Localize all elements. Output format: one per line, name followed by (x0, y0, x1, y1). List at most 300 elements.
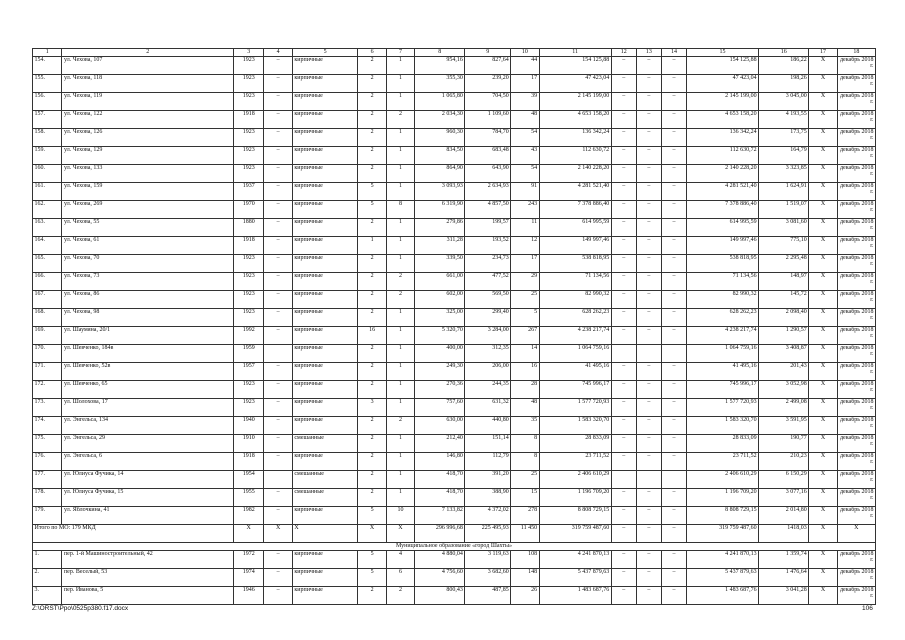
table-cell: 4 281 521,40 (539, 183, 611, 201)
total-cell: 11 450 (511, 525, 539, 543)
table-cell: 1918 (233, 111, 264, 129)
table-cell: 628 262,23 (539, 309, 611, 327)
table-cell: – (264, 57, 292, 75)
table-cell: – (264, 165, 292, 183)
table-cell: декабрь 2018 г. (837, 489, 875, 507)
table-cell: 2 (358, 273, 386, 291)
table-cell: 2 (358, 471, 386, 489)
table-cell: 166. (33, 273, 62, 291)
table-cell: 3 052,98 (759, 381, 809, 399)
table-cell: 212,40 (415, 435, 465, 453)
table-cell: 2 (358, 435, 386, 453)
table-cell: – (264, 183, 292, 201)
table-cell: кирпичные (292, 327, 358, 345)
table-cell: 1 (386, 345, 414, 363)
table-cell: кирпичные (292, 381, 358, 399)
table-cell: X (809, 453, 837, 471)
table-cell: – (636, 147, 661, 165)
table-cell: 1 (386, 363, 414, 381)
table-cell: 391,20 (465, 471, 511, 489)
table-cell: 198,26 (759, 75, 809, 93)
table-cell: 2 406 610,29 (687, 471, 759, 489)
table-row (33, 111, 876, 129)
table-cell: 1 (386, 93, 414, 111)
table-cell: – (264, 219, 292, 237)
table-cell: X (809, 569, 837, 587)
table-cell: – (636, 381, 661, 399)
table-row (33, 255, 876, 273)
column-number-header: 14 (661, 49, 686, 57)
column-number-header: 12 (611, 49, 636, 57)
table-cell: – (636, 327, 661, 345)
table-cell: – (264, 569, 292, 587)
table-cell: – (636, 417, 661, 435)
table-cell: 15 (511, 489, 539, 507)
table-cell: ул. Чехова, 61 (62, 237, 233, 255)
table-cell: кирпичные (292, 255, 358, 273)
table-row (33, 587, 876, 605)
table-row (33, 471, 876, 489)
table-cell: X (809, 93, 837, 111)
table-cell: 5 (358, 201, 386, 219)
table-cell: 2 406 610,29 (539, 471, 611, 489)
table-cell: 6 319,90 (415, 201, 465, 219)
table-cell: 834,50 (415, 147, 465, 165)
table-cell: 2 (358, 129, 386, 147)
table-cell: – (636, 435, 661, 453)
table-cell: – (661, 147, 686, 165)
table-cell: 2 (386, 111, 414, 129)
table-cell: 954,16 (415, 57, 465, 75)
table-cell (636, 345, 661, 363)
table-cell: ул. Шаумяна, 20/1 (62, 327, 233, 345)
table-cell: 339,50 (415, 255, 465, 273)
table-cell: 5 (358, 569, 386, 587)
table-cell: 1 064 759,16 (539, 345, 611, 363)
table-cell: – (661, 551, 686, 569)
table-cell: – (611, 75, 636, 93)
table-cell: – (611, 111, 636, 129)
table-cell: 1923 (233, 165, 264, 183)
table-cell: 167. (33, 291, 62, 309)
table-cell: 28 833,09 (687, 435, 759, 453)
table-cell: 1 (386, 327, 414, 345)
table-cell: 3 591,95 (759, 417, 809, 435)
table-cell: – (264, 489, 292, 507)
table-cell: 186,22 (759, 57, 809, 75)
table-cell: – (611, 201, 636, 219)
table-cell: 2 (358, 165, 386, 183)
table-cell: – (661, 327, 686, 345)
table-cell: – (636, 57, 661, 75)
table-cell: 47 423,04 (539, 75, 611, 93)
table-cell: – (661, 129, 686, 147)
table-cell: 4 238 217,74 (539, 327, 611, 345)
table-cell: 2 (358, 417, 386, 435)
table-cell: 2 (358, 147, 386, 165)
table-cell: декабрь 2018 г. (837, 255, 875, 273)
table-cell: ул. Чехова, 122 (62, 111, 233, 129)
table-cell: 1954 (233, 471, 264, 489)
table-cell: 1 196 709,20 (687, 489, 759, 507)
total-cell: X (292, 525, 358, 543)
table-cell: 1957 (233, 363, 264, 381)
table-cell: – (611, 453, 636, 471)
table-cell: 661,00 (415, 273, 465, 291)
table-cell: 82 990,32 (687, 291, 759, 309)
table-cell: 3 093,93 (415, 183, 465, 201)
table-cell: 161. (33, 183, 62, 201)
table-cell: X (809, 75, 837, 93)
table-row (33, 273, 876, 291)
table-cell: 757,60 (415, 399, 465, 417)
table-cell: – (636, 399, 661, 417)
table-cell: X (809, 345, 837, 363)
total-cell: X (358, 525, 386, 543)
table-cell: 614 995,59 (687, 219, 759, 237)
table-cell: 29 (511, 273, 539, 291)
table-cell: 2 (358, 587, 386, 605)
table-cell: декабрь 2018 г. (837, 435, 875, 453)
table-cell: 1 (386, 75, 414, 93)
table-cell: 602,00 (415, 291, 465, 309)
table-cell: 1 583 320,70 (539, 417, 611, 435)
table-cell: 2 (358, 489, 386, 507)
table-cell: 44 (511, 57, 539, 75)
total-cell: 319 759 487,60 (687, 525, 759, 543)
table-cell: 3. (33, 587, 62, 605)
table-cell: декабрь 2018 г. (837, 147, 875, 165)
table-cell: 3 408,87 (759, 345, 809, 363)
table-cell (264, 345, 292, 363)
table-cell: – (611, 569, 636, 587)
table-cell: 206,00 (465, 363, 511, 381)
table-cell: 2 145 199,00 (539, 93, 611, 111)
table-cell: 170. (33, 345, 62, 363)
table-cell: 173. (33, 399, 62, 417)
table-cell: – (661, 273, 686, 291)
table-cell: 8 808 729,15 (687, 507, 759, 525)
column-number-header: 3 (233, 49, 264, 57)
table-cell: ул. Чехова, 98 (62, 309, 233, 327)
table-cell (661, 345, 686, 363)
table-cell: 157. (33, 111, 62, 129)
column-number-header: 1 (33, 49, 62, 57)
table-row (33, 129, 876, 147)
table-cell: – (661, 201, 686, 219)
total-cell: – (661, 525, 686, 543)
table-cell: 614 995,59 (539, 219, 611, 237)
table-cell: ул. Чехова, 107 (62, 57, 233, 75)
table-cell: – (264, 309, 292, 327)
table-cell: – (636, 165, 661, 183)
table-cell: ул. Чехова, 55 (62, 219, 233, 237)
table-cell (661, 471, 686, 489)
table-cell: 47 423,04 (687, 75, 759, 93)
table-cell: 2 (358, 255, 386, 273)
table-cell: 2 295,48 (759, 255, 809, 273)
table-cell: X (809, 291, 837, 309)
table-cell: X (809, 471, 837, 489)
table-cell: – (611, 507, 636, 525)
table-cell: – (611, 417, 636, 435)
column-number-header: 6 (358, 49, 386, 57)
table-cell: 1 (386, 489, 414, 507)
table-cell: ул. Чехова, 126 (62, 129, 233, 147)
table-cell: 243 (511, 201, 539, 219)
table-cell: – (636, 219, 661, 237)
table-cell: X (809, 147, 837, 165)
table-cell: 193,52 (465, 237, 511, 255)
table-cell: – (264, 147, 292, 165)
total-cell: 1418,03 (759, 525, 809, 543)
table-cell: 440,80 (465, 417, 511, 435)
table-cell: пер. 1-й Машиностроительный, 42 (62, 551, 233, 569)
table-cell: кирпичные (292, 147, 358, 165)
table-cell: 1 (386, 129, 414, 147)
table-cell: 190,77 (759, 435, 809, 453)
table-cell: 400,00 (415, 345, 465, 363)
table-cell: 25 (511, 291, 539, 309)
table-cell: 165. (33, 255, 62, 273)
column-number-header: 16 (759, 49, 809, 57)
table-cell: ул. Чехова, 133 (62, 165, 233, 183)
table-cell: X (809, 129, 837, 147)
table-cell: 1972 (233, 551, 264, 569)
total-cell: X (386, 525, 414, 543)
table-cell: 683,48 (465, 147, 511, 165)
section-row (33, 543, 876, 551)
table-cell: 154. (33, 57, 62, 75)
table-cell: декабрь 2018 г. (837, 309, 875, 327)
table-cell: – (264, 507, 292, 525)
table-cell: – (611, 363, 636, 381)
table-cell: кирпичные (292, 551, 358, 569)
table-row (33, 327, 876, 345)
table-cell: – (661, 75, 686, 93)
table-cell: кирпичные (292, 237, 358, 255)
section-title: Муниципальное образование «город Шахты» (33, 543, 876, 551)
table-cell: 1. (33, 551, 62, 569)
column-number-header: 17 (809, 49, 837, 57)
total-cell: 319 759 487,60 (539, 525, 611, 543)
table-cell: – (264, 381, 292, 399)
table-cell (611, 345, 636, 363)
table-cell: кирпичные (292, 93, 358, 111)
table-cell: X (809, 417, 837, 435)
table-cell: 745 996,17 (687, 381, 759, 399)
table-cell: – (661, 57, 686, 75)
table-cell: 279,86 (415, 219, 465, 237)
table-cell: 163. (33, 219, 62, 237)
table-cell: – (661, 569, 686, 587)
table-cell: – (264, 435, 292, 453)
table-cell: 1 624,91 (759, 183, 809, 201)
table-cell: 960,30 (415, 129, 465, 147)
table-row (33, 381, 876, 399)
table-cell: 784,70 (465, 129, 511, 147)
total-cell: X (809, 525, 837, 543)
table-cell: 4 372,02 (465, 507, 511, 525)
table-cell: 177. (33, 471, 62, 489)
table-cell: – (611, 399, 636, 417)
table-cell: 162. (33, 201, 62, 219)
table-cell: 1970 (233, 201, 264, 219)
housing-register-table (32, 48, 876, 605)
table-cell: 26 (511, 587, 539, 605)
table-cell (611, 471, 636, 489)
table-cell: 1 290,57 (759, 327, 809, 345)
table-row (33, 569, 876, 587)
table-cell: декабрь 2018 г. (837, 417, 875, 435)
table-cell: 1923 (233, 147, 264, 165)
table-cell: 160. (33, 165, 62, 183)
table-cell: ул. Энгельса, 29 (62, 435, 233, 453)
table-cell: 1 577 720,93 (687, 399, 759, 417)
table-cell: – (661, 309, 686, 327)
table-row (33, 345, 876, 363)
table-cell: 176. (33, 453, 62, 471)
table-cell: – (264, 551, 292, 569)
table-cell (636, 471, 661, 489)
table-cell: 1 483 687,76 (687, 587, 759, 605)
table-cell: – (661, 399, 686, 417)
table-cell: 54 (511, 129, 539, 147)
table-cell: кирпичные (292, 587, 358, 605)
table-cell: 5 (358, 183, 386, 201)
table-cell: кирпичные (292, 201, 358, 219)
table-cell: 5 437 879,63 (539, 569, 611, 587)
table-cell: 3 682,60 (465, 569, 511, 587)
table-cell: 4 241 870,13 (539, 551, 611, 569)
table-cell: – (611, 291, 636, 309)
table-cell: X (809, 309, 837, 327)
table-cell: 2 499,08 (759, 399, 809, 417)
table-cell: 168. (33, 309, 62, 327)
table-cell: смешанные (292, 489, 358, 507)
table-cell: кирпичные (292, 219, 358, 237)
table-cell: – (264, 273, 292, 291)
total-cell: 225 495,93 (465, 525, 511, 543)
table-cell: – (636, 93, 661, 111)
table-cell: – (636, 569, 661, 587)
table-cell: – (636, 183, 661, 201)
table-cell: 628 262,23 (687, 309, 759, 327)
table-cell: ул. Шевченко, 65 (62, 381, 233, 399)
table-cell: – (636, 273, 661, 291)
table-row (33, 489, 876, 507)
table-cell: – (661, 507, 686, 525)
table-cell: 16 (358, 327, 386, 345)
table-cell: 7 133,82 (415, 507, 465, 525)
table-cell: 158. (33, 129, 62, 147)
table-row (33, 551, 876, 569)
table-cell: – (611, 129, 636, 147)
table-cell: 1918 (233, 237, 264, 255)
table-cell: 2 (358, 75, 386, 93)
table-cell: декабрь 2018 г. (837, 507, 875, 525)
table-cell: 10 (386, 507, 414, 525)
table-cell: 1923 (233, 57, 264, 75)
table-cell: 8 (386, 201, 414, 219)
table-cell: 4 653 158,20 (539, 111, 611, 129)
table-cell: 1 (386, 57, 414, 75)
total-cell: X (837, 525, 875, 543)
total-row (33, 525, 876, 543)
table-cell: – (611, 309, 636, 327)
table-cell: – (661, 291, 686, 309)
table-cell: 108 (511, 551, 539, 569)
table-cell: 2. (33, 569, 62, 587)
table-cell: – (661, 219, 686, 237)
table-cell: 2 (358, 219, 386, 237)
table-cell: 2 (358, 345, 386, 363)
table-cell: 6 (386, 569, 414, 587)
table-cell: ул. Шевченко, 184в (62, 345, 233, 363)
table-cell: X (809, 273, 837, 291)
table-cell: 82 990,32 (539, 291, 611, 309)
table-cell: 1 196 709,20 (539, 489, 611, 507)
table-cell: 159. (33, 147, 62, 165)
table-cell: 311,28 (415, 237, 465, 255)
table-cell: 148,97 (759, 273, 809, 291)
table-cell: 270,36 (415, 381, 465, 399)
table-row (33, 363, 876, 381)
table-cell: 1946 (233, 587, 264, 605)
footer-file-path: Z:\ORST\Ppo\0525p380.f17.docx (32, 605, 129, 612)
table-cell: – (264, 93, 292, 111)
table-cell: смешанные (292, 435, 358, 453)
table-cell: 325,00 (415, 309, 465, 327)
table-row (33, 201, 876, 219)
table-cell: 5 320,70 (415, 327, 465, 345)
table-cell: ул. Чехова, 86 (62, 291, 233, 309)
table-cell: 169. (33, 327, 62, 345)
table-cell: – (636, 363, 661, 381)
table-cell: декабрь 2018 г. (837, 165, 875, 183)
table-cell: 2 140 228,20 (539, 165, 611, 183)
table-cell: 1 (386, 399, 414, 417)
total-cell: X (264, 525, 292, 543)
table-cell: кирпичные (292, 57, 358, 75)
table-cell: 1923 (233, 255, 264, 273)
table-cell: 4 653 158,20 (687, 111, 759, 129)
table-cell: кирпичные (292, 129, 358, 147)
table-cell: 643,90 (465, 165, 511, 183)
table-cell: 178. (33, 489, 62, 507)
table-cell: 7 378 886,40 (539, 201, 611, 219)
table-cell: – (611, 587, 636, 605)
table-cell: 4 880,04 (415, 551, 465, 569)
table-cell: декабрь 2018 г. (837, 93, 875, 111)
table-cell: 3 077,16 (759, 489, 809, 507)
table-cell: декабрь 2018 г. (837, 237, 875, 255)
table-cell: – (611, 147, 636, 165)
table-cell: 41 495,16 (687, 363, 759, 381)
table-cell: 1923 (233, 93, 264, 111)
table-cell: кирпичные (292, 183, 358, 201)
table-cell: 1955 (233, 489, 264, 507)
table-cell: 1 (386, 165, 414, 183)
table-cell: X (809, 255, 837, 273)
table-cell: декабрь 2018 г. (837, 399, 875, 417)
table-cell: 6 150,29 (759, 471, 809, 489)
table-cell: – (661, 363, 686, 381)
table-cell: – (611, 165, 636, 183)
table-cell: 2 (358, 93, 386, 111)
table-cell: 136 342,24 (539, 129, 611, 147)
table-cell: X (809, 381, 837, 399)
